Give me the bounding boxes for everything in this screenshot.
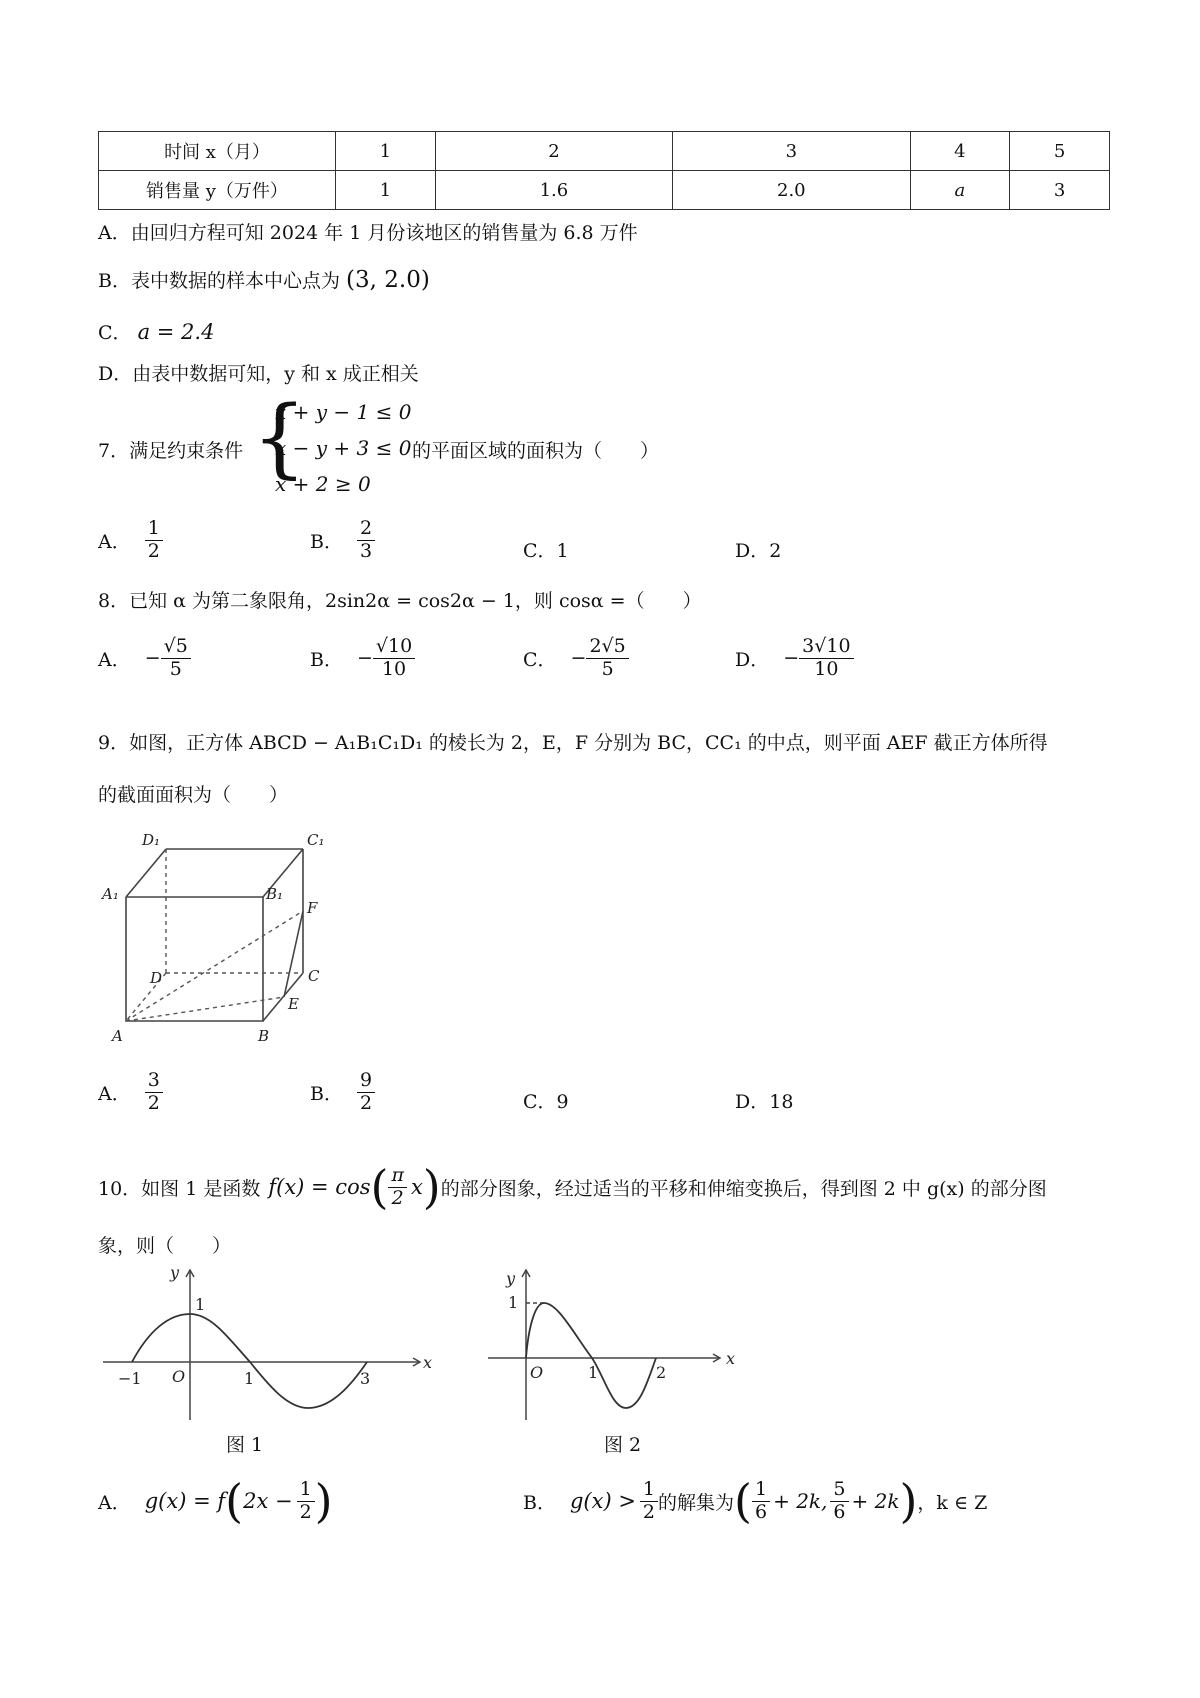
q7-option-b-num: 2 xyxy=(357,518,375,541)
q8-option-d-den: 10 xyxy=(814,657,839,680)
q10-option-b-left: g(x) > xyxy=(569,1489,636,1513)
q8-option-c-num: 2√5 xyxy=(586,636,628,659)
q7-brace: { xyxy=(252,388,307,488)
q10-option-b-d1: 6 xyxy=(754,1500,768,1523)
q7-option-b-den: 3 xyxy=(359,539,373,562)
q10-option-b-mid: 的解集为 xyxy=(658,1491,735,1514)
q7-suffix: 的平面区域的面积为（ ） xyxy=(412,440,660,462)
q6-option-b xyxy=(98,266,430,293)
q8-option-c-den: 5 xyxy=(601,657,614,680)
table-cell: 4 xyxy=(910,132,1010,171)
table-cell: a xyxy=(910,171,1010,210)
q10-option-b-den: 2 xyxy=(642,1500,656,1523)
figure-1-graph xyxy=(98,1262,438,1427)
figure-1-caption: 图 1 xyxy=(226,1434,264,1456)
q10-paren-close: ) xyxy=(422,1160,441,1214)
q10-x: x xyxy=(410,1175,423,1199)
q9-stem-line2: 的截面面积为（ ） xyxy=(98,784,289,806)
q10-option-b xyxy=(523,1474,988,1528)
fig1-x3-label: 3 xyxy=(360,1369,371,1388)
data-table xyxy=(98,131,1110,210)
q8-option-a-num: √5 xyxy=(161,636,191,659)
q8-stem: 8．已知 α 为第二象限角，2sin2α = cos2α − 1，则 cosα =（ ） xyxy=(98,590,702,612)
cube-label-c: C xyxy=(308,967,320,985)
table-header-time: 时间 x（月） xyxy=(99,132,336,171)
table-cell: 3 xyxy=(1010,171,1110,210)
q10-option-b-paren-open: ( xyxy=(734,1474,752,1528)
q6-option-c xyxy=(98,318,214,345)
q10-option-b-t1: + 2k, xyxy=(773,1489,828,1513)
table-cell: 5 xyxy=(1010,132,1110,171)
table-header-sales: 销售量 y（万件） xyxy=(99,171,336,210)
fig1-x1-label: 1 xyxy=(244,1369,255,1388)
q8-option-a xyxy=(98,636,191,681)
table-cell: 1 xyxy=(336,171,436,210)
q10-option-a-den: 2 xyxy=(299,1500,312,1523)
q8-option-d-label: D． xyxy=(735,648,770,671)
cube-label-d1: D₁ xyxy=(142,831,161,849)
fig1-neg1-label: −1 xyxy=(118,1369,142,1388)
fig2-origin-label: O xyxy=(530,1363,544,1382)
q10-option-b-num: 1 xyxy=(640,1479,658,1502)
q8-option-c xyxy=(523,636,629,681)
table-cell: 2.0 xyxy=(673,171,910,210)
q7-option-c: C．1 xyxy=(523,540,569,562)
q9-stem-line1: 9．如图，正方体 ABCD − A₁B₁C₁D₁ 的棱长为 2，E，F 分别为 BC，CC₁ 的中点，则平面 AEF 截正方体所得 xyxy=(98,732,1048,754)
table-cell: 1 xyxy=(336,132,436,171)
q6-option-c-math: a = 2.4 xyxy=(137,320,215,344)
cube-label-a: A xyxy=(112,1027,123,1045)
q7-option-a-den: 2 xyxy=(147,539,160,562)
q6-option-b-math: (3, 2.0) xyxy=(346,267,430,293)
q10-option-a xyxy=(98,1474,333,1528)
table-row xyxy=(99,171,1110,210)
q10-option-a-left: g(x) = f xyxy=(144,1489,226,1513)
q9-option-a-label: A． xyxy=(98,1082,131,1105)
q8-option-b xyxy=(310,636,415,681)
q7-option-a-num: 1 xyxy=(145,518,163,541)
fig2-x-label: x xyxy=(726,1349,736,1368)
q8-option-b-den: 10 xyxy=(381,657,407,680)
q7-constraint-2: x − y + 3 ≤ 0 xyxy=(275,436,412,460)
q8-option-a-label: A． xyxy=(98,648,131,671)
q6-option-c-label: C． xyxy=(98,322,132,344)
table-cell: 2 xyxy=(435,132,672,171)
q8-minus: − xyxy=(144,647,161,670)
q10-option-b-n1: 1 xyxy=(752,1479,770,1502)
fig1-origin-label: O xyxy=(172,1367,186,1386)
fig1-y-label: y xyxy=(170,1263,180,1282)
q10-option-b-tail: ，k ∈ Z xyxy=(917,1491,988,1514)
q7-option-a xyxy=(98,518,163,563)
cube-label-c1: C₁ xyxy=(307,831,325,849)
q10-option-a-paren-open: ( xyxy=(225,1474,244,1528)
q8-option-a-den: 5 xyxy=(169,657,182,680)
q10-stem-line1 xyxy=(98,1160,1047,1214)
fig1-x-label: x xyxy=(423,1353,433,1372)
q9-option-a-den: 2 xyxy=(147,1091,160,1114)
fig2-y-label: y xyxy=(506,1269,516,1288)
q10-option-b-t2: + 2k xyxy=(851,1489,900,1513)
q7-constraint-3: x + 2 ≥ 0 xyxy=(275,472,371,496)
cube-label-b1: B₁ xyxy=(266,885,284,903)
fig1-max-label: 1 xyxy=(195,1295,206,1314)
q8-option-b-num: √10 xyxy=(373,636,415,659)
table-cell: 1.6 xyxy=(435,171,672,210)
q6-option-d: D．由表中数据可知，y 和 x 成正相关 xyxy=(98,363,419,385)
table-row xyxy=(99,132,1110,171)
cube-label-d: D xyxy=(150,969,163,987)
q10-two: 2 xyxy=(391,1186,404,1209)
q10-option-b-label: B． xyxy=(523,1491,556,1514)
cube-label-b: B xyxy=(258,1027,270,1045)
q7-prefix: 7．满足约束条件 xyxy=(98,440,244,462)
q10-option-a-label: A． xyxy=(98,1491,131,1514)
q7-option-a-label: A． xyxy=(98,530,131,553)
figure-2-graph xyxy=(488,1262,748,1427)
q10-suffix: 的部分图象，经过适当的平移和伸缩变换后，得到图 2 中 g(x) 的部分图 xyxy=(440,1177,1047,1200)
q7-option-b-label: B． xyxy=(310,530,343,553)
cube-figure xyxy=(98,825,338,1050)
q10-stem-line2: 象，则（ ） xyxy=(98,1235,232,1257)
q10-func: f(x) = cos xyxy=(268,1175,371,1199)
q9-option-d: D．18 xyxy=(735,1091,794,1113)
q10-option-b-d2: 6 xyxy=(833,1500,846,1523)
fig2-x1-label: 1 xyxy=(588,1363,599,1382)
q10-option-a-num: 1 xyxy=(297,1479,315,1502)
q7-constraint-1: x + y − 1 ≤ 0 xyxy=(275,400,412,424)
q10-pi: π xyxy=(388,1165,407,1188)
figure-2-caption: 图 2 xyxy=(604,1434,642,1456)
q9-option-a-num: 3 xyxy=(145,1070,163,1093)
q8-option-d-num: 3√10 xyxy=(799,636,853,659)
q10-prefix: 10．如图 1 是函数 xyxy=(98,1177,261,1200)
q6-option-b-text: B．表中数据的样本中心点为 xyxy=(98,270,340,292)
q7-option-b xyxy=(310,518,375,563)
q9-option-a xyxy=(98,1070,163,1115)
q9-option-b-num: 9 xyxy=(357,1070,375,1093)
q10-option-b-n2: 5 xyxy=(830,1479,848,1502)
q9-option-b-label: B． xyxy=(310,1082,343,1105)
cube-label-f: F xyxy=(307,899,318,917)
fig2-max-label: 1 xyxy=(508,1293,519,1312)
q8-option-b-label: B． xyxy=(310,648,343,671)
table-cell: 3 xyxy=(673,132,910,171)
q8-option-c-label: C． xyxy=(523,648,557,671)
q6-option-a: A．由回归方程可知 2024 年 1 月份该地区的销售量为 6.8 万件 xyxy=(98,222,638,244)
cube-label-a1: A₁ xyxy=(102,885,119,903)
fig2-x2-label: 2 xyxy=(656,1363,667,1382)
q9-option-b xyxy=(310,1070,375,1115)
q10-paren-open: ( xyxy=(370,1160,389,1214)
q8-option-d xyxy=(735,636,854,681)
q8-minus: − xyxy=(570,647,587,670)
cube-label-e: E xyxy=(288,995,299,1013)
q10-option-b-paren-close: ) xyxy=(899,1474,918,1528)
q7-option-d: D．2 xyxy=(735,540,782,562)
q10-option-a-inner: 2x − xyxy=(243,1489,293,1513)
q8-minus: − xyxy=(356,647,373,670)
q9-option-c: C．9 xyxy=(523,1091,569,1113)
q9-option-b-den: 2 xyxy=(359,1091,373,1114)
q10-option-a-paren-close: ) xyxy=(314,1474,333,1528)
q8-minus: − xyxy=(783,647,800,670)
